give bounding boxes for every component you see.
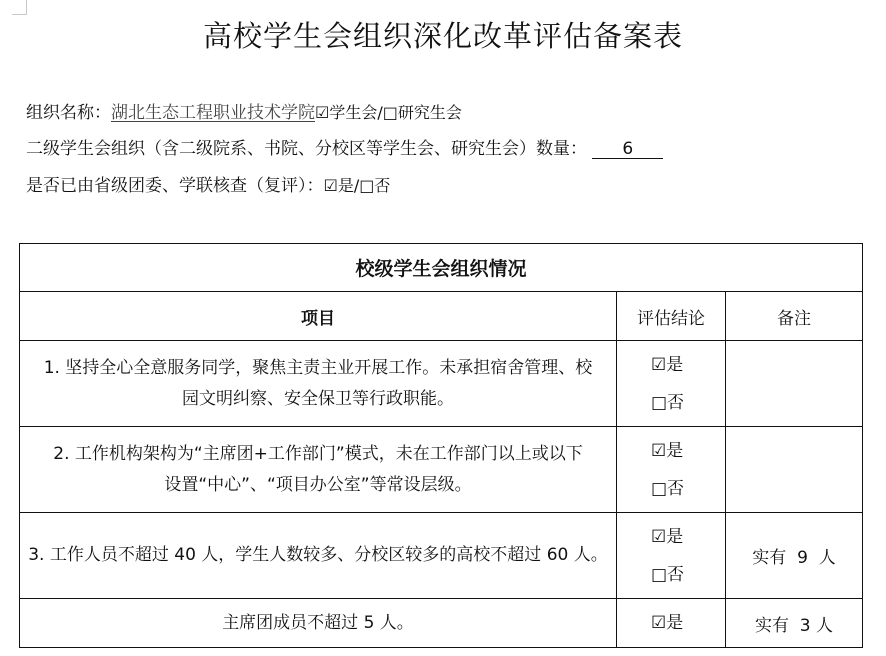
item-cell	[20, 513, 617, 599]
item-text: 园文明纠察、安全保卫等行政职能。	[182, 388, 454, 409]
yes-checkbox: ☑是	[651, 613, 684, 633]
table-row	[20, 341, 863, 427]
assessment-table	[19, 243, 863, 648]
org-name-value: 湖北生态工程职业技术学院	[111, 103, 315, 122]
org-name-label: 组织名称：	[26, 103, 111, 123]
org-name-line	[26, 98, 462, 123]
sub-org-count-value: 6	[592, 140, 663, 159]
sub-org-count-line	[26, 134, 663, 159]
remark-cell: 实有 9 人	[726, 513, 863, 599]
table-row	[20, 513, 863, 599]
result-cell	[617, 599, 726, 648]
result-cell	[617, 341, 726, 427]
item-text: 1. 坚持全心全意服务同学，聚焦主责主业开展工作。未承担宿舍管理、校	[43, 357, 593, 378]
header-item: 项目	[20, 292, 617, 341]
remark-cell: 实有 3 人	[726, 599, 863, 648]
review-checkbox: ☑是/□否	[323, 176, 391, 195]
no-checkbox: □否	[651, 392, 685, 413]
item-cell	[20, 341, 617, 427]
no-checkbox: □否	[651, 478, 685, 499]
result-cell	[617, 427, 726, 513]
review-label: 是否已由省级团委、学联核查（复评）：	[26, 176, 324, 196]
sub-org-count-label: 二级学生会组织（含二级院系、书院、分校区等学生会、研究生会）数量：	[26, 139, 587, 159]
page-corner-mark	[12, 0, 27, 15]
result-cell	[617, 513, 726, 599]
org-type-checkbox: ☑学生会/□研究生会	[315, 103, 462, 122]
item-text: 3. 工作人员不超过 40 人，学生人数较多、分校区较多的高校不超过 60 人。	[28, 545, 608, 565]
item-text: 主席团成员不超过 5 人。	[222, 612, 414, 633]
item-text: 设置“中心”、“项目办公室”等常设层级。	[164, 474, 472, 495]
remark-cell	[726, 427, 863, 513]
no-checkbox: □否	[651, 564, 685, 585]
item-cell	[20, 427, 617, 513]
yes-checkbox: ☑是	[651, 440, 684, 461]
item-text: 2. 工作机构架构为“主席团+工作部门”模式，未在工作部门以上或以下	[53, 443, 583, 464]
review-line	[26, 171, 390, 196]
header-remark: 备注	[726, 292, 863, 341]
item-cell	[20, 599, 617, 648]
table-caption: 校级学生会组织情况	[20, 244, 863, 292]
table-row	[20, 427, 863, 513]
yes-checkbox: ☑是	[651, 354, 684, 375]
header-result: 评估结论	[617, 292, 726, 341]
table-row	[20, 599, 863, 648]
document-title: 高校学生会组织深化改革评估备案表	[202, 19, 683, 53]
yes-checkbox: ☑是	[651, 526, 684, 547]
remark-cell	[726, 341, 863, 427]
